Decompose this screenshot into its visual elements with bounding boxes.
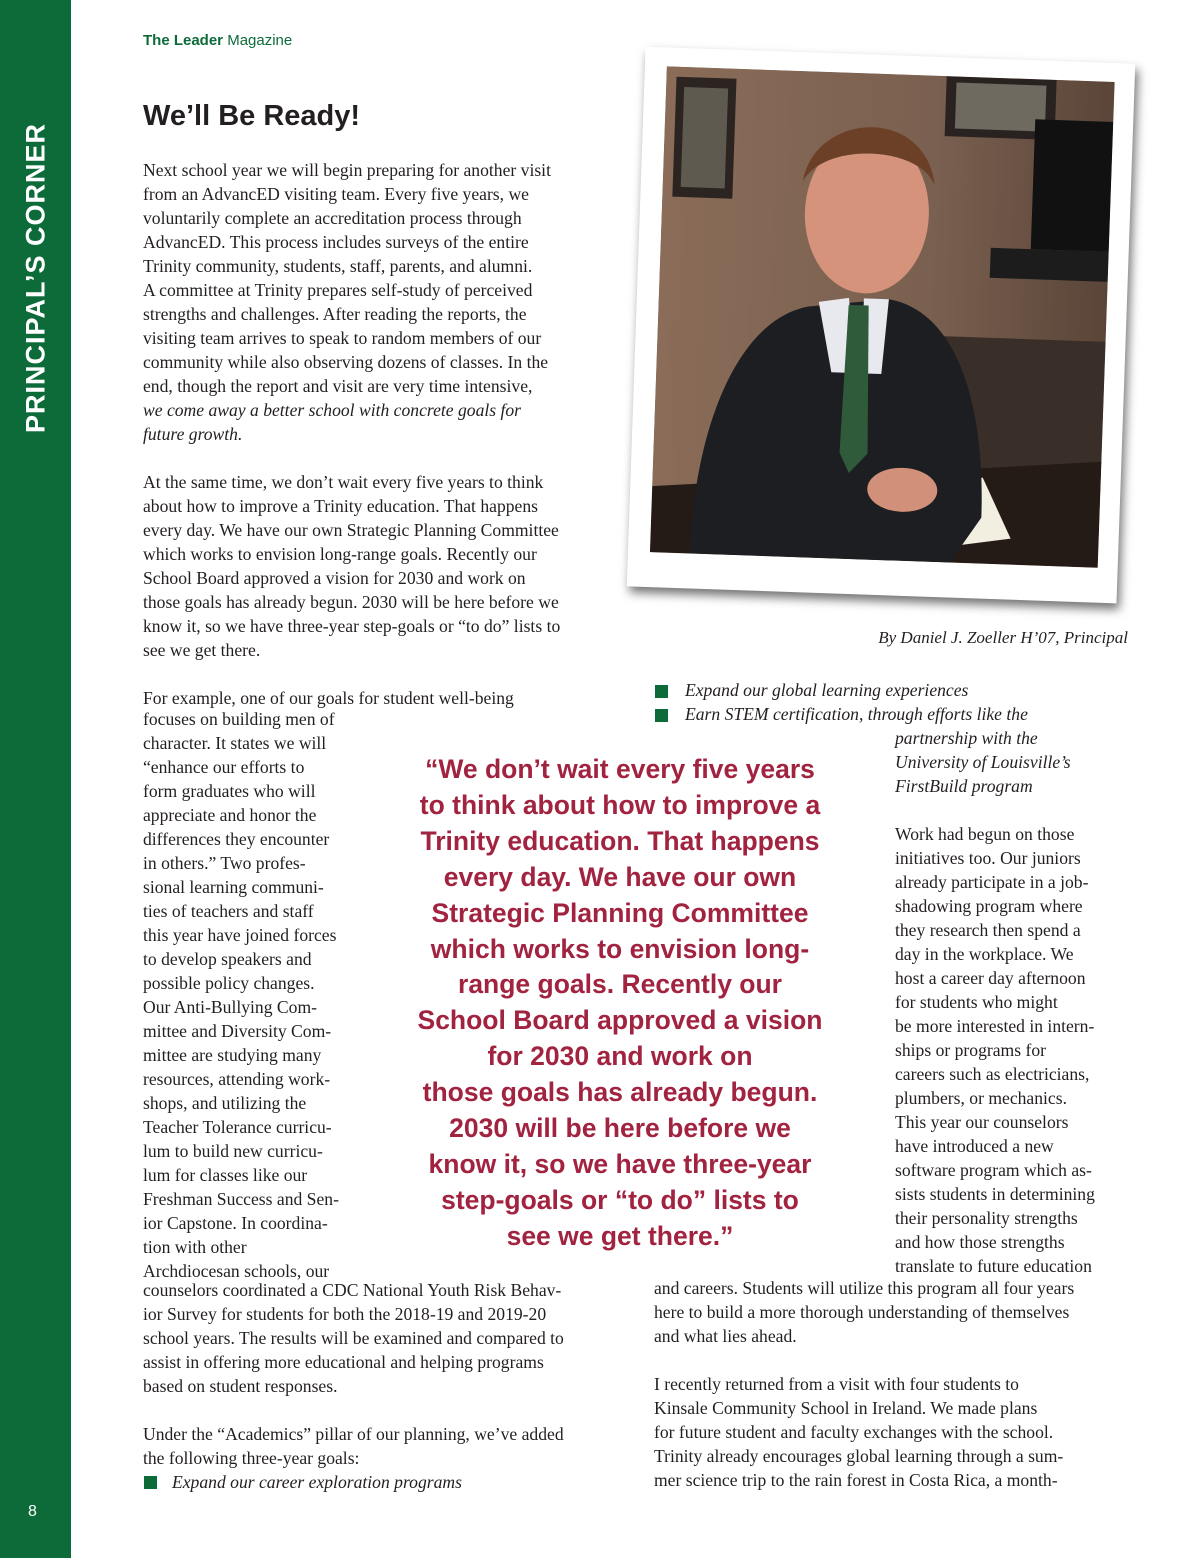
text-line-italic: future growth. — [143, 424, 243, 444]
text-line: from an AdvancED visiting team. Every five years, we — [143, 184, 529, 204]
text-line: lum for classes like our — [143, 1165, 308, 1185]
col1-bottom-text — [143, 1278, 623, 1470]
col1-narrow-text — [143, 707, 373, 1283]
text-line: for future student and faculty exchanges with the school. — [654, 1422, 1054, 1442]
text-line: visiting team arrives to speak to random members of our — [143, 328, 542, 348]
text-line: Kinsale Community School in Ireland. We made plans — [654, 1398, 1038, 1418]
text-line: For example, one of our goals for student well-being — [143, 688, 514, 708]
text-line — [143, 1398, 623, 1422]
masthead — [143, 32, 292, 49]
text-line-italic: we come away a better school with concrete goals for — [143, 400, 522, 420]
text-line: end, though the report and visit are very time intensive, — [143, 376, 533, 396]
text-line: based on student responses. — [143, 1376, 338, 1396]
pull-quote — [382, 752, 858, 1255]
text-line: lum to build new curricu- — [143, 1141, 323, 1161]
text-line: “enhance our efforts to — [143, 757, 305, 777]
text-line-italic: partnership with the — [895, 728, 1038, 748]
text-line: have introduced a new — [895, 1136, 1054, 1156]
text-line: school years. The results will be examined and compared to — [143, 1328, 564, 1348]
article-title: We’ll Be Ready! — [143, 100, 361, 132]
text-line: counselors coordinated a CDC National Youth Risk Behav- — [143, 1280, 562, 1300]
col2-bottom-text — [654, 1276, 1144, 1492]
text-line: School Board approved a vision for 2030 and work on — [143, 568, 526, 588]
pull-quote-line: range goals. Recently our — [458, 969, 782, 1000]
portrait-photo — [650, 66, 1115, 567]
pull-quote-line: Trinity education. That happens — [420, 825, 820, 856]
pull-quote-line: “We don’t wait every five years — [425, 754, 815, 784]
text-line: their personality strengths — [895, 1208, 1078, 1228]
text-line: be more interested in intern- — [895, 1016, 1095, 1036]
text-line: they research then spend a — [895, 920, 1081, 940]
pull-quote-line: which works to envision long- — [430, 933, 810, 964]
text-line: ior Survey for students for both the 2018-19 and 2019-20 — [143, 1304, 547, 1324]
text-line: software program which as- — [895, 1160, 1092, 1180]
text-line: resources, attending work- — [143, 1069, 331, 1089]
pull-quote-line: those goals has already begun. — [422, 1077, 818, 1108]
sidebar-band — [0, 0, 71, 1558]
text-line: strengths and challenges. After reading the reports, the — [143, 304, 527, 324]
text-line: This year our counselors — [895, 1112, 1069, 1132]
pull-quote-line: know it, so we have three-year — [428, 1148, 812, 1179]
bullet-square — [655, 685, 668, 698]
text-line: and careers. Students will utilize this program all four years — [654, 1278, 1075, 1298]
text-line: and how those strengths — [895, 1232, 1065, 1252]
text-line: Teacher Tolerance curricu- — [143, 1117, 332, 1137]
text-line: assist in offering more educational and helping programs — [143, 1352, 544, 1372]
text-line-italic: University of Louisville’s — [895, 752, 1071, 772]
pull-quote-line: to think about how to improve a — [419, 789, 821, 820]
text-line: initiatives too. Our juniors — [895, 848, 1081, 868]
text-line: those goals has already begun. 2030 will be here before we — [143, 592, 559, 612]
text-line: ties of teachers and staff — [143, 901, 314, 921]
photo-frame — [627, 47, 1136, 604]
text-line: Trinity community, students, staff, parents, and alumni. — [143, 256, 533, 276]
text-line: see we get there. — [143, 640, 261, 660]
text-line: sional learning communi- — [143, 877, 324, 897]
text-line: appreciate and honor the — [143, 805, 317, 825]
text-line: shops, and utilizing the — [143, 1093, 307, 1113]
text-line: know it, so we have three-year step-goals or “to do” lists to — [143, 616, 561, 636]
text-line: Next school year we will begin preparing for another visit — [143, 160, 551, 180]
text-line: about how to improve a Trinity education. That happens — [143, 496, 538, 516]
text-line: Freshman Success and Sen- — [143, 1189, 339, 1209]
pull-quote-line: step-goals or “to do” lists to — [441, 1184, 799, 1215]
text-line: Under the “Academics” pillar of our planning, we’ve added — [143, 1424, 564, 1444]
text-line: host a career day afternoon — [895, 968, 1086, 988]
text-line: possible policy changes. — [143, 973, 315, 993]
col1-top-text — [143, 158, 623, 710]
text-line: ior Capstone. In coordina- — [143, 1213, 328, 1233]
text-line: I recently returned from a visit with four students to — [654, 1374, 1019, 1394]
text-line: differences they encounter — [143, 829, 330, 849]
bullet-item: Expand our career exploration programs — [172, 1472, 462, 1492]
text-line: mittee and Diversity Com- — [143, 1021, 332, 1041]
text-line: every day. We have our own Strategic Planning Committee — [143, 520, 559, 540]
text-line: Work had begun on those — [895, 824, 1075, 844]
byline: By Daniel J. Zoeller H’07, Principal — [878, 628, 1128, 647]
text-line: community while also observing dozens of classes. In the — [143, 352, 549, 372]
col2-narrow-text — [895, 726, 1135, 1278]
text-line: day in the workplace. We — [895, 944, 1074, 964]
text-line: and what lies ahead. — [654, 1326, 797, 1346]
text-line: translate to future education — [895, 1256, 1092, 1276]
bullet-item: Expand our global learning experiences — [685, 680, 969, 700]
text-line: character. It states we will — [143, 733, 327, 753]
text-line: careers such as electricians, — [895, 1064, 1090, 1084]
masthead-brand: The Leader — [143, 32, 224, 49]
text-line: focuses on building men of — [143, 709, 335, 729]
pull-quote-line: Strategic Planning Committee — [431, 897, 809, 928]
text-line: Our Anti-Bullying Com- — [143, 997, 317, 1017]
pull-quote-line: for 2030 and work on — [487, 1041, 753, 1072]
bullet-square — [655, 709, 668, 722]
text-line-italic: FirstBuild program — [895, 776, 1033, 796]
text-line: AdvancED. This process includes surveys of the entire — [143, 232, 529, 252]
text-line: the following three-year goals: — [143, 1448, 360, 1468]
text-line: Archdiocesan schools, our — [143, 1261, 330, 1281]
text-line — [143, 662, 623, 686]
text-line: ships or programs for — [895, 1040, 1046, 1060]
pull-quote-line: every day. We have our own — [443, 861, 797, 892]
section-label: PRINCIPAL’S CORNER — [20, 122, 51, 434]
pull-quote-line: see we get there.” — [506, 1220, 734, 1251]
text-line: for students who might — [895, 992, 1058, 1012]
text-line: in others.” Two profes- — [143, 853, 306, 873]
text-line — [654, 1348, 1144, 1372]
page-number: 8 — [28, 1503, 37, 1520]
text-line: to develop speakers and — [143, 949, 312, 969]
portrait-illustration — [650, 66, 1115, 567]
text-line: mer science trip to the rain forest in Costa Rica, a month- — [654, 1470, 1058, 1490]
text-line — [895, 798, 1135, 822]
text-line: tion with other — [143, 1237, 247, 1257]
pull-quote-line: School Board approved a vision — [417, 1005, 823, 1036]
text-line: form graduates who will — [143, 781, 316, 801]
bullet-square — [144, 1476, 157, 1489]
text-line: plumbers, or mechanics. — [895, 1088, 1067, 1108]
text-line: A committee at Trinity prepares self-study of perceived — [143, 280, 533, 300]
pull-quote-line: 2030 will be here before we — [449, 1113, 791, 1144]
text-line: already participate in a job- — [895, 872, 1089, 892]
text-line: voluntarily complete an accreditation process through — [143, 208, 522, 228]
text-line: mittee are studying many — [143, 1045, 322, 1065]
text-line: sists students in determining — [895, 1184, 1095, 1204]
masthead-section: Magazine — [223, 32, 293, 49]
text-line: At the same time, we don’t wait every five years to think — [143, 472, 544, 492]
text-line: Trinity already encourages global learning through a sum- — [654, 1446, 1064, 1466]
text-line — [143, 446, 623, 470]
bullet-item: Earn STEM certification, through efforts like the — [685, 704, 1028, 724]
text-line: shadowing program where — [895, 896, 1083, 916]
text-line: here to build a more thorough understanding of themselves — [654, 1302, 1070, 1322]
text-line: this year have joined forces — [143, 925, 337, 945]
text-line: which works to envision long-range goals. Recently our — [143, 544, 537, 564]
